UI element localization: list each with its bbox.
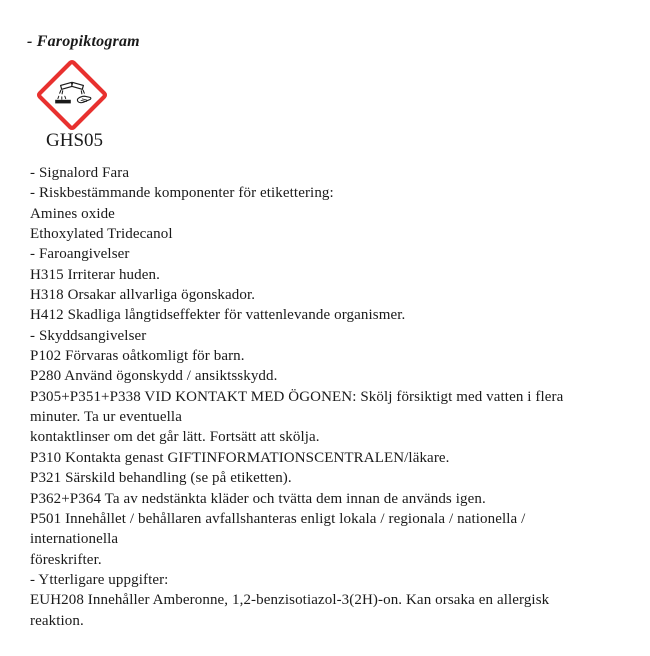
label-text-line: P102 Förvaras oåtkomligt för barn.: [30, 348, 245, 365]
label-text-line: H318 Orsakar allvarliga ögonskador.: [30, 287, 256, 304]
label-text-line: P305+P351+P338 VID KONTAKT MED ÖGONEN: Skölj försiktigt med vatten i flera: [30, 388, 564, 405]
label-text-line: reaktion.: [30, 612, 84, 629]
label-text-line: - Riskbestämmande komponenter för etikettering:: [30, 185, 334, 202]
section-title: - Faropiktogram: [27, 33, 140, 50]
label-text-line: P310 Kontakta genast GIFTINFORMATIONSCENTRALEN/läkare.: [30, 449, 450, 466]
label-text-line: Amines oxide: [30, 205, 115, 222]
label-text-line: EUH208 Innehåller Amberonne, 1,2-benzisotiazol-3(2H)-on. Kan orsaka en allergisk: [30, 592, 550, 609]
label-text-line: - Skyddsangivelser: [30, 327, 147, 344]
label-text-line: - Signalord Fara: [30, 165, 130, 181]
ghs05-corrosion-pictogram-icon: [36, 59, 108, 131]
pictogram-code-label: GHS05: [46, 130, 104, 151]
label-text-line: föreskrifter.: [30, 551, 102, 568]
label-text-line: Ethoxylated Tridecanol: [30, 226, 173, 243]
label-text-block: [30, 163, 640, 631]
label-text-line: P321 Särskild behandling (se på etiketten).: [30, 470, 292, 487]
diamond-frame: [38, 61, 106, 129]
label-text-line: - Ytterligare uppgifter:: [30, 571, 169, 588]
label-text-line: - Faroangivelser: [30, 246, 130, 263]
label-text-line: kontaktlinser om det går lätt. Fortsätt att skölja.: [30, 429, 320, 446]
label-text-line: minuter. Ta ur eventuella: [30, 409, 182, 426]
label-text-line: P501 Innehållet / behållaren avfallshanteras enligt lokala / regionala / nationella /: [30, 510, 526, 527]
label-text-line: H315 Irriterar huden.: [30, 266, 160, 283]
label-text-line: P280 Använd ögonskydd / ansiktsskydd.: [30, 368, 278, 385]
label-text-line: P362+P364 Ta av nedstänkta kläder och tvätta dem innan de används igen.: [30, 490, 486, 507]
label-text-line: H412 Skadliga långtidseffekter för vattenlevande organismer.: [30, 307, 406, 324]
label-text-line: internationella: [30, 531, 119, 548]
